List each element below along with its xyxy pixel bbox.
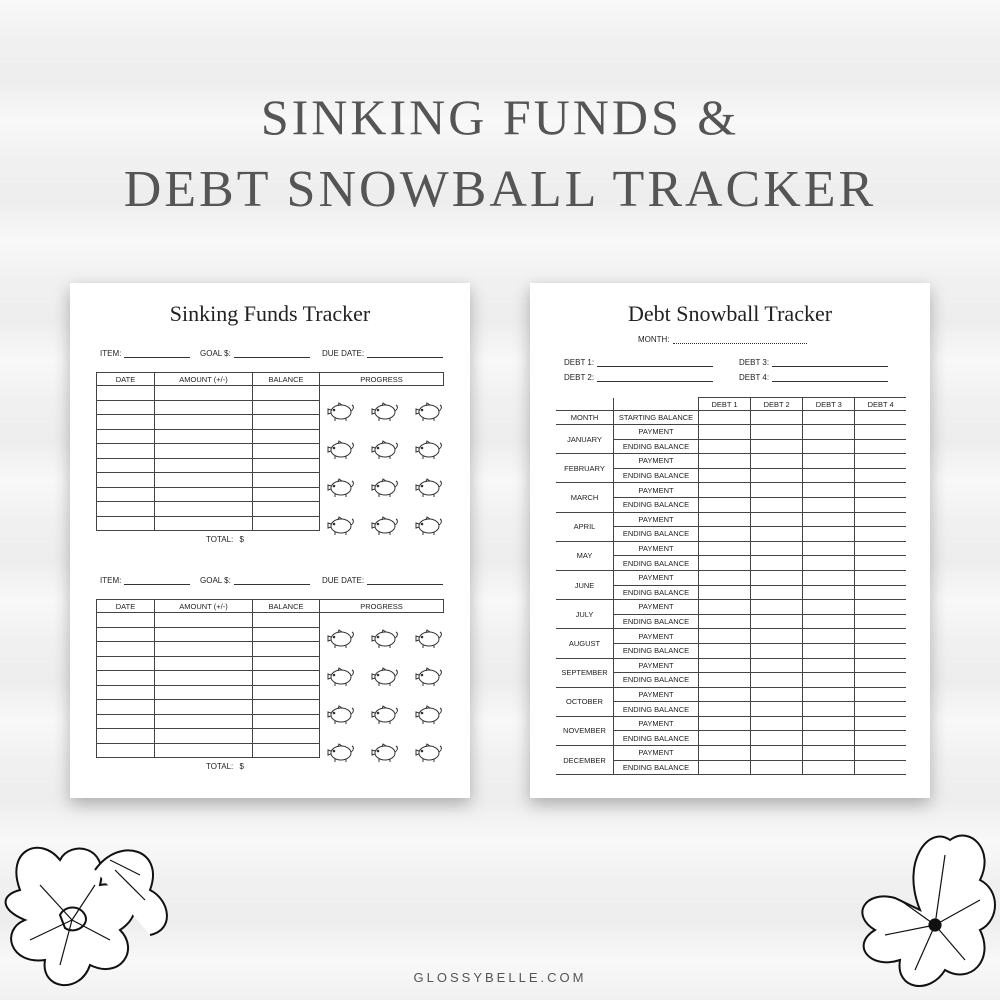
month-label: MONTH: [638, 335, 670, 344]
piggy-bank-icon [414, 437, 448, 463]
cell[interactable] [803, 425, 855, 440]
month-label: APRIL [556, 512, 614, 541]
debt1-header: DEBT 1 [699, 398, 751, 411]
cell[interactable] [699, 497, 751, 512]
cell[interactable] [699, 411, 751, 425]
ending-balance-label: ENDING BALANCE [614, 673, 699, 688]
cell[interactable] [155, 429, 253, 444]
sinking-funds-sheet [70, 283, 470, 798]
cell[interactable] [155, 729, 253, 744]
cell[interactable] [699, 760, 751, 775]
total-label: TOTAL: [206, 762, 234, 771]
cell[interactable] [803, 702, 855, 717]
cell[interactable] [699, 512, 751, 527]
debt2-header: DEBT 2 [751, 398, 803, 411]
debt4-label: DEBT 4: [739, 373, 770, 382]
cell[interactable] [855, 585, 906, 600]
cell[interactable] [751, 570, 803, 585]
cell[interactable] [751, 687, 803, 702]
cell[interactable] [803, 570, 855, 585]
cell[interactable] [97, 473, 155, 488]
cell[interactable] [155, 714, 253, 729]
piggy-bank-icon [326, 437, 360, 463]
cell[interactable] [855, 483, 906, 498]
cell[interactable] [751, 483, 803, 498]
debt1-label: DEBT 1: [564, 358, 595, 367]
payment-label: PAYMENT [614, 658, 699, 673]
payment-label: PAYMENT [614, 483, 699, 498]
cell[interactable] [155, 516, 253, 531]
headline-line-2: DEBT SNOWBALL TRACKER [123, 161, 877, 218]
cell[interactable] [253, 386, 320, 401]
goal-label: GOAL $: [200, 349, 231, 358]
cell[interactable] [155, 656, 253, 671]
debt3-field [739, 358, 888, 367]
cell[interactable] [803, 716, 855, 731]
debt2-field [564, 373, 713, 382]
cell[interactable] [253, 627, 320, 642]
debt4-header: DEBT 4 [855, 398, 906, 411]
cell[interactable] [803, 731, 855, 746]
col-date-header: DATE [97, 600, 155, 613]
piggy-bank-icon [370, 702, 404, 728]
cell[interactable] [97, 429, 155, 444]
col-balance-header: BALANCE [253, 373, 320, 386]
cell[interactable] [699, 643, 751, 658]
cell[interactable] [253, 714, 320, 729]
due-date-input-line[interactable] [367, 349, 443, 358]
cell[interactable] [699, 585, 751, 600]
cell[interactable] [803, 512, 855, 527]
col-amount-header: AMOUNT (+/-) [155, 373, 253, 386]
cell[interactable] [855, 527, 906, 542]
cell[interactable] [803, 527, 855, 542]
cell[interactable] [253, 729, 320, 744]
item-field [100, 576, 190, 585]
cell[interactable] [855, 673, 906, 688]
month-label: SEPTEMBER [556, 658, 614, 687]
cell[interactable] [97, 656, 155, 671]
cell[interactable] [97, 487, 155, 502]
cell[interactable] [253, 458, 320, 473]
cell[interactable] [155, 444, 253, 459]
month-field [638, 335, 807, 344]
cell[interactable] [855, 512, 906, 527]
cell[interactable] [855, 497, 906, 512]
cell[interactable] [699, 716, 751, 731]
col-date-header: DATE [97, 373, 155, 386]
piggy-bank-icon [414, 664, 448, 690]
cell[interactable] [803, 746, 855, 761]
cell[interactable] [699, 527, 751, 542]
cell[interactable] [803, 658, 855, 673]
cell[interactable] [97, 729, 155, 744]
cell[interactable] [253, 400, 320, 415]
month-label: JUNE [556, 570, 614, 599]
payment-label: PAYMENT [614, 512, 699, 527]
due-date-label: DUE DATE: [322, 576, 365, 585]
cell[interactable] [855, 760, 906, 775]
footer-site: GLOSSYBELLE.COM [413, 970, 587, 985]
cell[interactable] [253, 671, 320, 686]
empty-header [614, 398, 699, 411]
cell[interactable] [803, 585, 855, 600]
payment-label: PAYMENT [614, 570, 699, 585]
debt-month-rows [556, 425, 906, 775]
debt3-label: DEBT 3: [739, 358, 770, 367]
debt4-input-line[interactable] [772, 373, 888, 382]
cell[interactable] [803, 468, 855, 483]
cell[interactable] [699, 439, 751, 454]
cell[interactable] [751, 746, 803, 761]
cell[interactable] [699, 570, 751, 585]
cell[interactable] [751, 731, 803, 746]
cell[interactable] [253, 685, 320, 700]
cell[interactable] [751, 600, 803, 615]
cell[interactable] [855, 629, 906, 644]
ending-balance-label: ENDING BALANCE [614, 556, 699, 571]
cell[interactable] [97, 714, 155, 729]
payment-label: PAYMENT [614, 425, 699, 440]
starting-balance-label: STARTING BALANCE [614, 411, 699, 425]
month-label: NOVEMBER [556, 716, 614, 745]
cell[interactable] [751, 527, 803, 542]
total-currency: $ [239, 762, 244, 771]
month-label: AUGUST [556, 629, 614, 658]
cell[interactable] [155, 613, 253, 628]
debt1-input-line[interactable] [597, 358, 713, 367]
debt3-header: DEBT 3 [803, 398, 855, 411]
cell[interactable] [699, 454, 751, 469]
goal-field [200, 349, 310, 358]
cell[interactable] [855, 716, 906, 731]
cell[interactable] [803, 556, 855, 571]
goal-label: GOAL $: [200, 576, 231, 585]
cell[interactable] [751, 556, 803, 571]
month-label: FEBRUARY [556, 454, 614, 483]
cell[interactable] [155, 627, 253, 642]
cell[interactable] [699, 614, 751, 629]
cell[interactable] [751, 454, 803, 469]
cell[interactable] [699, 629, 751, 644]
total-currency: $ [239, 535, 244, 544]
cell[interactable] [97, 444, 155, 459]
piggy-bank-icon [414, 740, 448, 766]
cell[interactable] [253, 429, 320, 444]
cell[interactable] [699, 658, 751, 673]
cell[interactable] [751, 512, 803, 527]
ending-balance-label: ENDING BALANCE [614, 585, 699, 600]
cell[interactable] [855, 702, 906, 717]
payment-label: PAYMENT [614, 600, 699, 615]
cell[interactable] [155, 685, 253, 700]
month-label: OCTOBER [556, 687, 614, 716]
piggy-bank-icon [326, 399, 360, 425]
cell[interactable] [855, 556, 906, 571]
cell[interactable] [803, 411, 855, 425]
cell[interactable] [855, 541, 906, 556]
cell[interactable] [803, 760, 855, 775]
ending-balance-label: ENDING BALANCE [614, 468, 699, 483]
cell[interactable] [97, 627, 155, 642]
month-column-header: MONTH [556, 411, 614, 425]
cell[interactable] [253, 444, 320, 459]
due-date-field [322, 349, 443, 358]
cell[interactable] [97, 743, 155, 758]
cell[interactable] [155, 743, 253, 758]
cell[interactable] [855, 658, 906, 673]
item-input-line[interactable] [124, 576, 190, 585]
cell[interactable] [751, 411, 803, 425]
ending-balance-label: ENDING BALANCE [614, 731, 699, 746]
cell[interactable] [155, 415, 253, 430]
cell[interactable] [155, 642, 253, 657]
ending-balance-label: ENDING BALANCE [614, 643, 699, 658]
cell[interactable] [803, 687, 855, 702]
cell[interactable] [699, 731, 751, 746]
goal-input-line[interactable] [234, 576, 310, 585]
cell[interactable] [699, 556, 751, 571]
month-label: JANUARY [556, 425, 614, 454]
cell[interactable] [97, 700, 155, 715]
cell[interactable] [97, 516, 155, 531]
cell[interactable] [253, 415, 320, 430]
cell[interactable] [699, 702, 751, 717]
cell[interactable] [253, 516, 320, 531]
payment-label: PAYMENT [614, 687, 699, 702]
cell[interactable] [253, 487, 320, 502]
cell[interactable] [253, 656, 320, 671]
cell[interactable] [97, 642, 155, 657]
cell[interactable] [855, 600, 906, 615]
cell[interactable] [97, 386, 155, 401]
cell[interactable] [699, 483, 751, 498]
cell[interactable] [97, 415, 155, 430]
cell[interactable] [751, 541, 803, 556]
item-input-line[interactable] [124, 349, 190, 358]
cell[interactable] [751, 614, 803, 629]
cell[interactable] [751, 716, 803, 731]
col-amount-header: AMOUNT (+/-) [155, 600, 253, 613]
month-label: JULY [556, 600, 614, 629]
cell[interactable] [97, 671, 155, 686]
cell[interactable] [253, 700, 320, 715]
debt-snowball-sheet [530, 283, 930, 798]
cell[interactable] [699, 673, 751, 688]
goal-input-line[interactable] [234, 349, 310, 358]
cell[interactable] [97, 458, 155, 473]
payment-label: PAYMENT [614, 454, 699, 469]
piggy-bank-icon [414, 702, 448, 728]
debt2-input-line[interactable] [597, 373, 713, 382]
ending-balance-label: ENDING BALANCE [614, 527, 699, 542]
ending-balance-label: ENDING BALANCE [614, 614, 699, 629]
piggy-bank-icon [326, 513, 360, 539]
month-label: MARCH [556, 483, 614, 512]
piggy-bank-icon [414, 513, 448, 539]
cell[interactable] [803, 600, 855, 615]
cell[interactable] [751, 702, 803, 717]
ending-balance-label: ENDING BALANCE [614, 497, 699, 512]
piggy-bank-icon [370, 513, 404, 539]
payment-label: PAYMENT [614, 541, 699, 556]
item-field [100, 349, 190, 358]
cell[interactable] [855, 570, 906, 585]
cell[interactable] [855, 468, 906, 483]
cell[interactable] [803, 541, 855, 556]
piggy-bank-icon [370, 475, 404, 501]
cell[interactable] [855, 411, 906, 425]
cell[interactable] [155, 700, 253, 715]
piggy-bank-icon [414, 475, 448, 501]
cell[interactable] [699, 541, 751, 556]
cell[interactable] [751, 760, 803, 775]
payment-label: PAYMENT [614, 629, 699, 644]
cell[interactable] [97, 685, 155, 700]
cell[interactable] [751, 658, 803, 673]
cell[interactable] [699, 425, 751, 440]
cell[interactable] [253, 473, 320, 488]
month-label: DECEMBER [556, 746, 614, 775]
cell[interactable] [699, 687, 751, 702]
payment-label: PAYMENT [614, 746, 699, 761]
goal-field [200, 576, 310, 585]
cell[interactable] [699, 600, 751, 615]
cell[interactable] [855, 425, 906, 440]
cell[interactable] [699, 468, 751, 483]
debt-snowball-table [556, 397, 906, 775]
cell[interactable] [751, 425, 803, 440]
piggy-bank-icon [326, 475, 360, 501]
due-date-input-line[interactable] [367, 576, 443, 585]
month-label: MAY [556, 541, 614, 570]
piggy-bank-icon [370, 740, 404, 766]
cell[interactable] [803, 483, 855, 498]
cell[interactable] [155, 386, 253, 401]
debt-snowball-title: Debt Snowball Tracker [627, 301, 833, 326]
piggy-bank-icon [326, 664, 360, 690]
payment-label: PAYMENT [614, 716, 699, 731]
cell[interactable] [253, 743, 320, 758]
cell[interactable] [751, 643, 803, 658]
cell[interactable] [155, 487, 253, 502]
item-label: ITEM: [100, 349, 122, 358]
cell[interactable] [751, 439, 803, 454]
sinking-funds-title: Sinking Funds Tracker [169, 301, 371, 326]
piggy-bank-icon [326, 626, 360, 652]
debt2-label: DEBT 2: [564, 373, 595, 382]
debt1-field [564, 358, 713, 367]
cell[interactable] [803, 439, 855, 454]
item-label: ITEM: [100, 576, 122, 585]
cell[interactable] [751, 629, 803, 644]
piggy-bank-icon [414, 399, 448, 425]
total-field [206, 535, 244, 544]
due-date-label: DUE DATE: [322, 349, 365, 358]
ending-balance-label: ENDING BALANCE [614, 439, 699, 454]
cell[interactable] [803, 629, 855, 644]
cell[interactable] [155, 458, 253, 473]
total-label: TOTAL: [206, 535, 234, 544]
ending-balance-label: ENDING BALANCE [614, 760, 699, 775]
cell[interactable] [751, 585, 803, 600]
month-input-line[interactable] [673, 335, 807, 344]
debt4-field [739, 373, 888, 382]
col-progress-header: PROGRESS [320, 373, 444, 386]
cell[interactable] [155, 400, 253, 415]
piggy-bank-icon [370, 664, 404, 690]
col-balance-header: BALANCE [253, 600, 320, 613]
piggy-bank-icon [370, 399, 404, 425]
cell[interactable] [97, 613, 155, 628]
cell[interactable] [855, 687, 906, 702]
cell[interactable] [751, 673, 803, 688]
cell[interactable] [803, 614, 855, 629]
piggy-bank-icon [414, 626, 448, 652]
total-field [206, 762, 244, 771]
cell[interactable] [155, 671, 253, 686]
col-progress-header: PROGRESS [320, 600, 444, 613]
cell[interactable] [253, 613, 320, 628]
headline-line-1: SINKING FUNDS & [260, 89, 740, 145]
cell[interactable] [751, 468, 803, 483]
cell[interactable] [699, 746, 751, 761]
debt3-input-line[interactable] [772, 358, 888, 367]
piggy-bank-icon [326, 740, 360, 766]
cell[interactable] [855, 439, 906, 454]
cell[interactable] [855, 731, 906, 746]
cell[interactable] [855, 614, 906, 629]
cell[interactable] [155, 473, 253, 488]
piggy-bank-icon [370, 437, 404, 463]
cell[interactable] [751, 497, 803, 512]
cell[interactable] [803, 673, 855, 688]
empty-corner [556, 398, 614, 411]
cell[interactable] [855, 454, 906, 469]
cell[interactable] [97, 400, 155, 415]
piggy-bank-icon [370, 626, 404, 652]
cell[interactable] [803, 454, 855, 469]
cell[interactable] [855, 643, 906, 658]
ending-balance-label: ENDING BALANCE [614, 702, 699, 717]
cell[interactable] [803, 643, 855, 658]
cell[interactable] [803, 497, 855, 512]
cell[interactable] [855, 746, 906, 761]
piggy-bank-icon [326, 702, 360, 728]
cell[interactable] [97, 502, 155, 517]
cell[interactable] [253, 502, 320, 517]
cell[interactable] [253, 642, 320, 657]
due-date-field [322, 576, 443, 585]
cell[interactable] [155, 502, 253, 517]
